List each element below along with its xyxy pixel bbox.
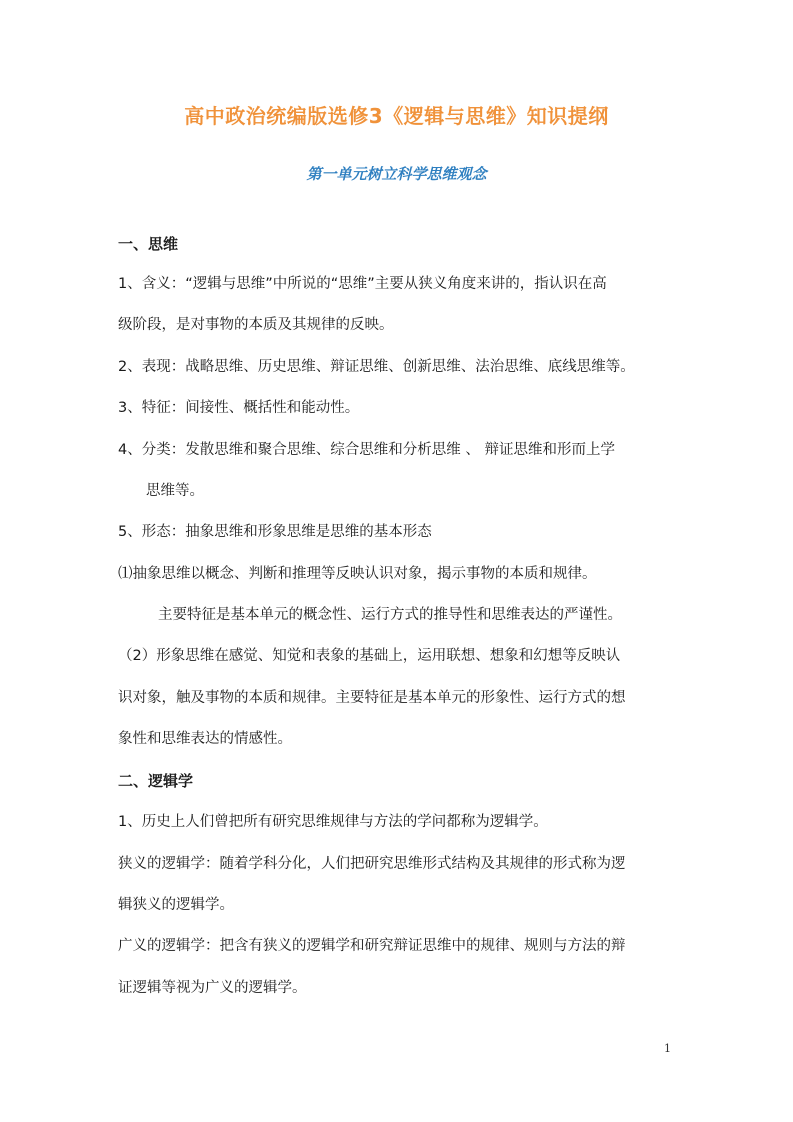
unit-subtitle: 第一单元树立科学思维观念 [306, 165, 487, 183]
paragraph-line: 象性和思维表达的情感性。 [118, 731, 292, 747]
paragraph-line: 广义的逻辑学：把含有狭义的逻辑学和研究辩证思维中的规律、规则与方法的辩 [118, 938, 626, 954]
section-heading-thinking: 一、思维 [118, 235, 179, 253]
paragraph-line: 主要特征是基本单元的概念性、运行方式的推导性和思维表达的严谨性。 [158, 607, 622, 623]
paragraph-line: 级阶段，是对事物的本质及其规律的反映。 [118, 317, 394, 333]
paragraph-line: 2、表现：战略思维、历史思维、辩证思维、创新思维、法治思维、底线思维等。 [118, 359, 635, 375]
paragraph-line: 辑狭义的逻辑学。 [118, 897, 234, 913]
paragraph-line: 狭义的逻辑学：随着学科分化，人们把研究思维形式结构及其规律的形式称为逻 [118, 856, 626, 872]
paragraph-line: 3、特征：间接性、概括性和能动性。 [118, 400, 360, 416]
paragraph-line: 5、形态：抽象思维和形象思维是思维的基本形态 [118, 524, 432, 540]
page-number: 1 [664, 1042, 671, 1055]
paragraph-line: 识对象，触及事物的本质和规律。主要特征是基本单元的形象性、运行方式的想 [118, 690, 626, 706]
paragraph-line: 证逻辑等视为广义的逻辑学。 [118, 980, 307, 996]
paragraph-line: 思维等。 [146, 483, 204, 499]
paragraph-line: ⑴抽象思维以概念、判断和推理等反映认识对象，揭示事物的本质和规律。 [118, 566, 597, 582]
paragraph-line: 4、分类：发散思维和聚合思维、综合思维和分析思维 、 辩证思维和形而上学 [118, 442, 615, 458]
section-heading-logic: 二、逻辑学 [118, 772, 194, 790]
document-title: 高中政治统编版选修3《逻辑与思维》知识提纲 [184, 104, 609, 128]
paragraph-line: （2）形象思维在感觉、知觉和表象的基础上，运用联想、想象和幻想等反映认 [118, 648, 621, 664]
paragraph-line: 1、含义：“逻辑与思维”中所说的“思维”主要从狭义角度来讲的，指认识在高 [118, 276, 607, 292]
paragraph-line: 1、历史上人们曾把所有研究思维规律与方法的学问都称为逻辑学。 [118, 814, 548, 830]
